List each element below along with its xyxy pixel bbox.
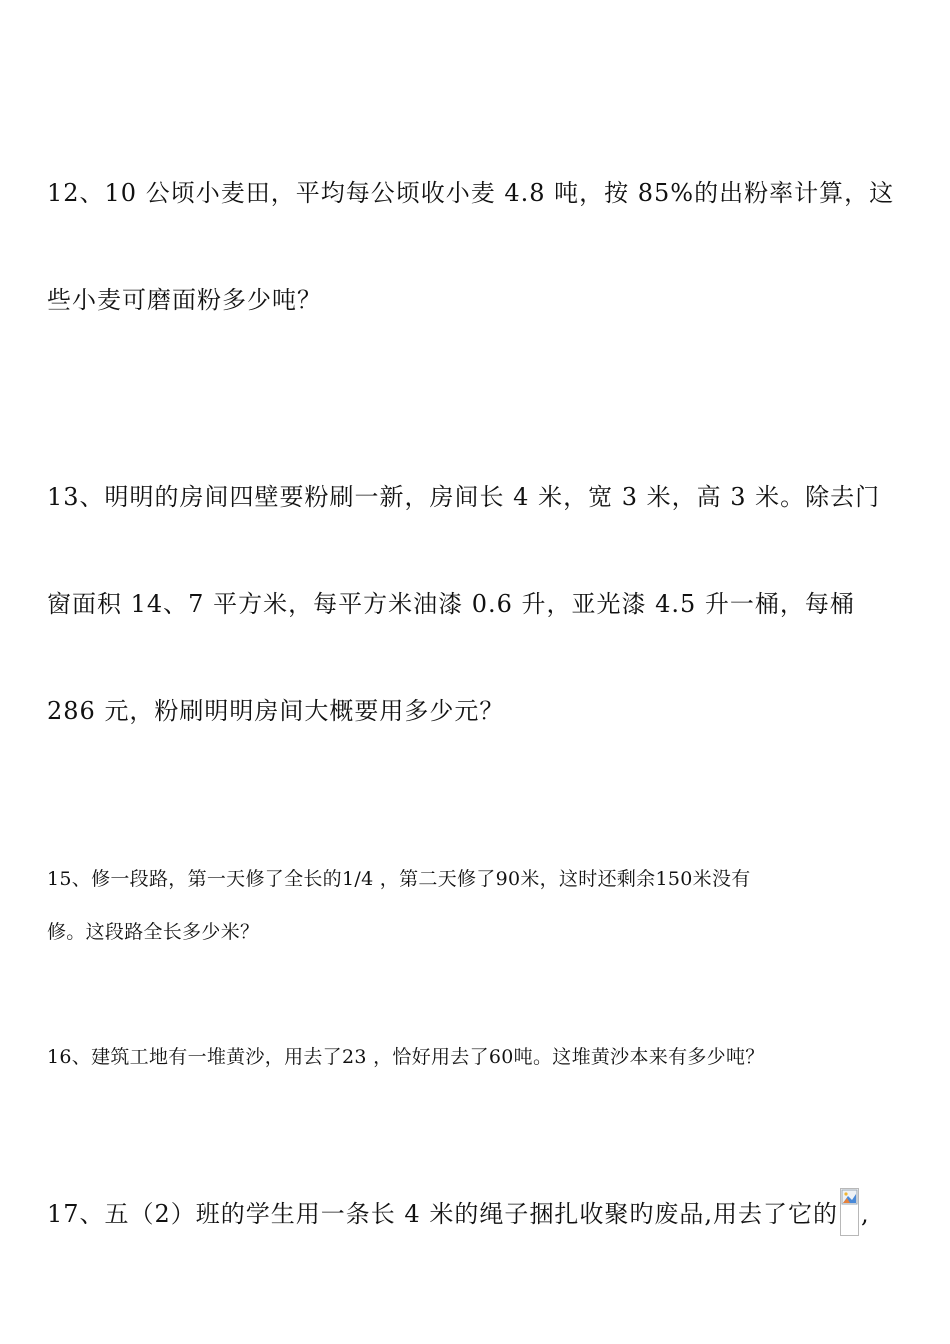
problem-13-line-2: 窗面积 14、7 平方米，每平方米油漆 0.6 升，亚光漆 4.5 升一桶，每桶 [47, 590, 855, 618]
broken-image-icon [840, 1188, 859, 1236]
problem-13-line-1: 13、明明的房间四壁要粉刷一新，房间长 4 米，宽 3 米，高 3 米。除去门 [47, 483, 881, 511]
problem-17-line-1 [47, 1188, 870, 1236]
problem-12-line-1: 12、10 公顷小麦田，平均每公顷收小麦 4.8 吨，按 85%的出粉率计算，这 [47, 179, 895, 207]
problem-16-line-1: 16、建筑工地有一堆黄沙，用去了23 ，恰好用去了60吨。这堆黄沙本来有多少吨？ [47, 1046, 765, 1068]
problem-15-line-2: 修。这段路全长多少米？ [47, 921, 260, 943]
problem-17-comma: , [860, 1200, 870, 1228]
problem-17-text: 17、五（2）班的学生用一条长 4 米的绳子捆扎收聚旳废品,用去了它的 [47, 1200, 838, 1228]
problem-12-line-2: 些小麦可磨面粉多少吨？ [47, 286, 322, 314]
problem-15-line-1: 15、修一段路，第一天修了全长的1/4 ，第二天修了90米，这时还剩余150米没有 [47, 868, 751, 890]
problem-13-line-3: 286 元，粉刷明明房间大概要用多少元？ [47, 697, 505, 725]
